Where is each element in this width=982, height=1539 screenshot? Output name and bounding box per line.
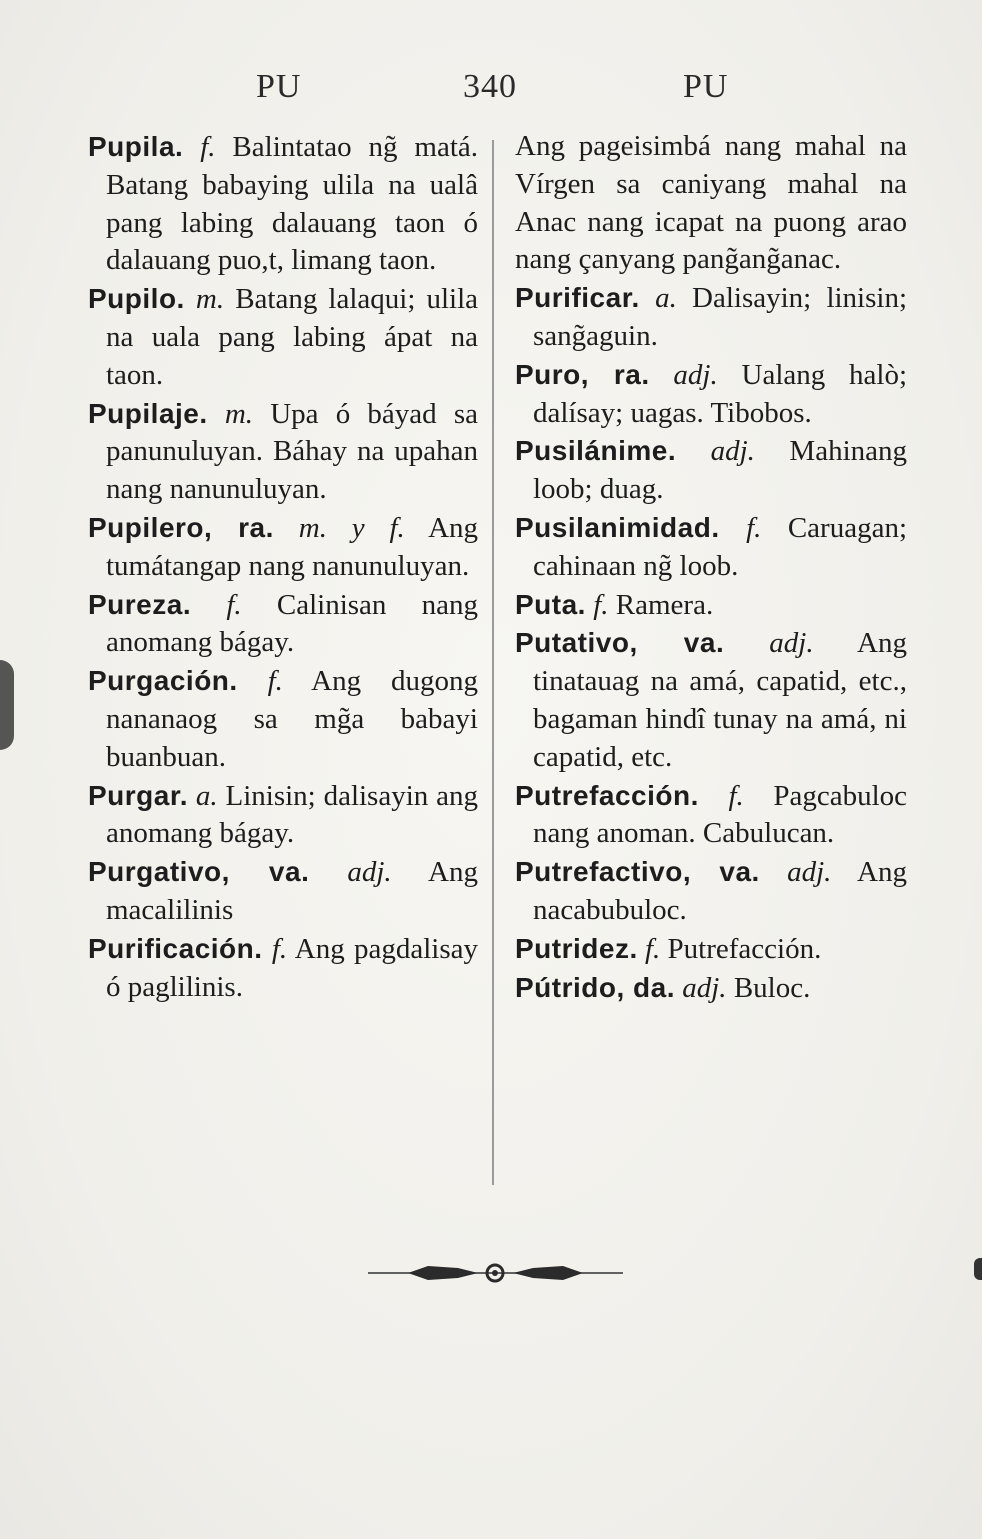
entry-headword: Pupilero, ra. <box>88 511 274 543</box>
entry-grammar: a. <box>655 282 677 315</box>
dictionary-entry <box>515 279 907 356</box>
entry-headword: Pureza. <box>88 588 192 620</box>
entry-definition: Ang pagdalisay ó paglilinis. <box>106 932 478 1003</box>
entry-grammar: a. <box>195 779 218 812</box>
entry-definition: Mahinang loob; duag. <box>533 435 907 506</box>
entry-headword: Pupila. <box>88 131 184 162</box>
dictionary-entry <box>515 356 907 433</box>
page-number: 340 <box>463 68 517 105</box>
running-head-right: PU <box>683 68 729 105</box>
entry-headword: Putridez. <box>515 932 638 964</box>
entry-grammar: adj. <box>347 856 392 889</box>
entry-headword: Purgación. <box>88 665 238 697</box>
entry-headword: Pusilánime. <box>515 435 677 467</box>
entry-definition: Ang tinatauag na amá, capatid, etc., bagaman hindî tunay na amá, ni capatid, etc. <box>533 627 907 773</box>
entry-grammar: adj. <box>673 358 718 391</box>
entry-definition: Ang dugong nananaog sa mg̃a babayi buanbuan. <box>106 665 478 773</box>
entry-definition: Ang nacabubuloc. <box>533 856 907 926</box>
entry-grammar: f. <box>271 932 288 965</box>
page-edge-mark <box>974 1258 982 1280</box>
dictionary-entry <box>515 969 907 1008</box>
entry-definition: Balintatao ng̃ matá. Batang babaying ulila na ualâ pang labing dalauang taon ó dalauang puo,t, limang taon. <box>106 131 479 277</box>
entry-grammar: m. y f. <box>298 511 405 544</box>
entry-definition: Putrefacción. <box>667 932 822 965</box>
dictionary-entry <box>515 509 907 586</box>
entry-grammar: adj. <box>682 971 727 1004</box>
dictionary-entry <box>515 128 907 279</box>
entry-headword: Pupilo. <box>88 283 185 315</box>
dictionary-entry <box>88 586 478 663</box>
entry-headword: Putrefactivo, va. <box>515 856 760 888</box>
entry-grammar: m. <box>195 283 225 316</box>
entry-definition: Dalisayin; linisin; sang̃aguin. <box>533 282 908 352</box>
entry-grammar: f. <box>746 511 762 544</box>
dictionary-entry <box>88 395 478 509</box>
entry-headword: Pusilanimidad. <box>515 511 720 543</box>
dictionary-entry <box>515 777 907 854</box>
entry-grammar: adj. <box>769 627 814 660</box>
entry-definition: Ualang halò; dalísay; uagas. Tibobos. <box>533 358 908 429</box>
entry-definition: Ang tumátangap nang nanunuluyan. <box>106 511 479 582</box>
dictionary-entry <box>88 662 478 776</box>
entry-definition: Upa ó báyad sa panunuluyan. Báhay na upahan nang nanunuluyan. <box>106 397 479 506</box>
entry-definition: Linisin; dalisayin ang anomang bágay. <box>106 779 479 850</box>
entry-headword: Purgativo, va. <box>88 856 310 888</box>
entry-definition: Calinisan nang anomang bágay. <box>106 588 478 659</box>
entry-definition: Buloc. <box>733 971 811 1004</box>
entry-grammar: f. <box>267 665 283 698</box>
entry-headword: Purificar. <box>515 282 640 314</box>
dictionary-entry <box>515 432 907 509</box>
entry-definition: Pagcabuloc nang anoman. Cabulucan. <box>533 779 907 850</box>
entry-headword: Purificación. <box>88 932 263 964</box>
ornament-rule-icon <box>368 1262 623 1284</box>
entry-definition: Ramera. <box>615 588 714 621</box>
dictionary-entry <box>88 930 478 1007</box>
entry-grammar: f. <box>226 588 242 621</box>
entry-grammar: f. <box>593 588 609 621</box>
entry-grammar: f. <box>728 779 744 812</box>
entry-grammar: f. <box>644 932 661 965</box>
entry-grammar: adj. <box>787 856 832 889</box>
right-column <box>515 128 907 1007</box>
dictionary-entry <box>88 777 478 854</box>
dictionary-entry <box>515 853 907 930</box>
entry-headword: Puta. <box>515 588 586 620</box>
column-divider <box>492 140 494 1185</box>
entry-headword: Putativo, va. <box>515 627 725 659</box>
dictionary-entry <box>515 586 907 625</box>
entry-headword: Pútrido, da. <box>515 971 675 1003</box>
dictionary-entry <box>88 280 478 394</box>
entry-headword: Putrefacción. <box>515 779 699 811</box>
dictionary-entry <box>515 624 907 776</box>
running-head-left: PU <box>256 68 302 105</box>
entry-grammar: f. <box>200 131 216 163</box>
entry-definition: Caruagan; cahinaan ng̃ loob. <box>533 511 907 582</box>
dictionary-entry <box>88 128 478 280</box>
entry-headword: Pupilaje. <box>88 397 208 429</box>
left-column <box>88 128 478 1006</box>
entry-headword: Puro, ra. <box>515 358 650 390</box>
dictionary-entry <box>88 509 478 586</box>
entry-definition: Ang macalilinis <box>106 856 478 926</box>
dictionary-entry <box>515 930 907 969</box>
entry-headword: Purgar. <box>88 779 188 811</box>
dictionary-entry <box>88 853 478 930</box>
page-edge-mark <box>0 660 14 750</box>
entry-definition: Batang lalaqui; ulila na uala pang labing ápat na taon. <box>106 283 478 391</box>
entry-grammar: m. <box>224 397 254 430</box>
entry-grammar: adj. <box>710 435 755 468</box>
entry-definition: Ang pageisimbá nang mahal na Vírgen sa caniyang mahal na Anac nang icapat na puong arao nang çanyang pang̃ang̃anac. <box>515 130 907 276</box>
